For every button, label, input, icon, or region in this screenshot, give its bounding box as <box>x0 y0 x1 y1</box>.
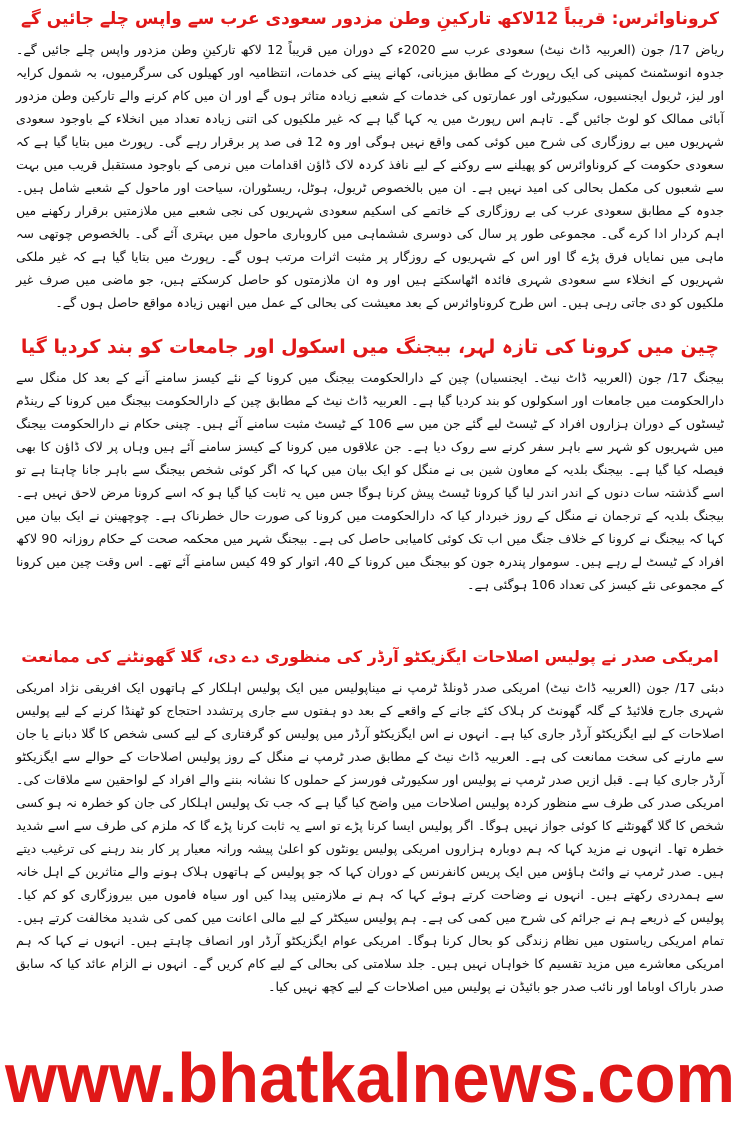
site-watermark <box>0 1040 740 1120</box>
article-saudi-migrants <box>16 2 724 314</box>
article-beijing-schools <box>16 330 724 596</box>
body-police-reform: دبئی 17/ جون (العربیہ ڈاٹ نیٹ) امریکی صدر ڈونلڈ ٹرمپ نے میناپولیس میں ایک پولیس اہلکار کے ہاتھوں ایک افریقی نژاد امریکی شہری جارج فلائیڈ کے گلہ گھونٹ کر ہلاک کئے جانے کے واقعے کے بعد دو ہفتوں سے جاری پرتشدد احتجاج کو ٹھنڈا کرنے کے لیے پولیس اصلاحات کے لیے ایگزیکٹو آرڈر جاری کیا ہے۔ انہوں نے اس ایگزیکٹو آرڈر میں پولیس کو گرفتاری کے لیے کسی شخص کا گلا دبانے یا جان سے مارنے کی سخت ممانعت کی ہے۔ العربیہ ڈاٹ نیٹ کے مطابق صدر ٹرمپ نے منگل کے روز پولیس اصلاحات کے حوالے سے ایگزیکٹو آرڈر جاری کیا ہے۔ قبل ازیں صدر ٹرمپ نے پولیس اور سکیورٹی فورسز کے حملوں کا نشانہ بننے والے افراد کے لواحقین سے ملاقات کی۔ امریکی صدر کی طرف سے منظور کردہ پولیس اصلاحات میں واضح کیا گیا ہے کہ جب تک پولیس اہلکار کی جان کو خطرہ نہ ہو کسی شخص کا گلا گھونٹنے کا کوئی جواز نہیں ہوگا۔ اگر پولیس ایسا کرنا پڑے تو اسے یہ ثابت کرنا پڑے گا کہ ملزم کی طرف سے اسے شدید خطرہ تھا۔ انہوں نے مزید کہا کہ ہم دوبارہ ہزاروں امریکی پولیس یونٹوں کو اعلیٰ پیشہ ورانہ معیار پر کار بند رہنے کی ترغیب دیتے ہیں۔ صدر ٹرمپ نے وائٹ ہاؤس میں ایک پریس کانفرنس کے دوران کہا کہ جو پولیس کے ہاتھوں ہلاک ہونے والے متاثرین کے اہل خانہ سے ہمدردی رکھتے ہیں۔ انہوں نے وضاحت کرتے ہوئے کہا کہ ہم نے ملازمتیں پیدا کیں اور سیاہ فاموں میں بیروزگاری کو کم کیا۔ پولیس کے ذریعے ہم نے جرائم کی شرح میں کمی کی ہے۔ ہم پولیس سیکٹر کے لیے مالی اعانت میں کمی کی شدید مخالفت کرتے ہیں۔ تمام امریکی ریاستوں میں نظام زندگی کو بحال کرنا ہوگا۔ امریکی عوام ایگزیکٹو آرڈر اور انصاف چاہتے ہیں۔ انہوں نے کہا کہ ہم امریکی معاشرے میں مزید تقسیم کا خواہاں نہیں ہیں۔ جلد سلامتی کی بحالی کے لیے کام کریں گے۔ انہوں نے الزام عائد کیا کہ سابق صدر باراک اوباما اور نائب صدر جو بائیڈن نے پولیس میں اصلاحات کے لیے کچھ نہیں کیا۔ <box>16 680 725 994</box>
headline-beijing-schools: چین میں کرونا کی تازہ لہر، بیجنگ میں اسکول اور جامعات کو بند کردیا گیا <box>20 336 720 358</box>
body-saudi-migrants: ریاض 17/ جون (العربیہ ڈاٹ نیٹ) سعودی عرب سے 2020ء کے دوران میں قریباً 12 لاکھ تارکینِ وطن مزدور واپس چلے جائیں گے۔ جدوہ انوسٹمنٹ کمپنی کی ایک رپورٹ کے مطابق میزبانی، کھانے پینے کی خدمات، انتظامیہ اور کھیلوں کی سرگرمیوں، بہ شمول کرایہ اور لیز، ٹریول ایجنسیوں، سکیورٹی اور عمارتوں کی خدمات کے شعبے زیادہ متاثر ہوں گے اور ان میں کام کرنے والے تارکین وطن مزدور آبائی ممالک کو لوٹ جائیں گے۔ تاہم اس رپورٹ میں یہ کہا گیا ہے کہ غیر ملکیوں کی اتنی زیادہ تعداد میں انخلاء کے باوجود سعودی شہریوں میں بے روزگاری کی شرح میں کوئی کمی واقع نہیں ہوگی اور وہ 12 فی صد پر برقرار رہے گی۔ رپورٹ میں بتایا گیا ہے کہ سعودی حکومت کے کروناوائرس کو پھیلنے سے روکنے کے لیے نافذ کردہ لاک ڈاؤن اقدامات میں نرمی کے باوجود مستقبل قریب میں بہت سے شعبوں کی مکمل بحالی کی امید نہیں ہے۔ ان میں بالخصوص ٹریول، ہوٹل، ریسٹوران، سیاحت اور ماحول کے شعبے شامل ہیں۔ جدوہ کے مطابق سعودی عرب کی بے روزگاری کے خاتمے کی اسکیم سعودی شہریوں کی نجی شعبے میں ملازمتیں برقرار رکھنے میں اہم کردار ادا کرے گی۔ مجموعی طور پر سال کی دوسری ششماہی میں کاروباری ماحول میں بہتری آئے گی۔ بالخصوص چوتھی سہ ماہی میں نمایاں فرق پڑے گا اور اس کے شہریوں کے روزگار پر مثبت اثرات مرتب ہوں گے۔ رپورٹ میں بتایا گیا ہے کہ غیر ملکی شہریوں کے انخلاء سے سعودی شہری فائدہ اٹھاسکتے ہیں اور وہ ان ملازمتوں کو حاصل کرسکتے ہیں، جو ماضی میں صرف غیر ملکیوں کو دی جاتی رہی ہیں۔ اس طرح کروناوائرس کے بعد معیشت کی بحالی کے عمل میں انھیں زیادہ مواقع حاصل ہوں گے۔ <box>16 42 725 310</box>
headline-police-reform: امریکی صدر نے پولیس اصلاحات ایگزیکٹو آرڈر کی منظوری دے دی، گلا گھونٹنے کی ممانعت <box>21 647 719 666</box>
article-police-reform <box>16 640 724 998</box>
site-watermark-text: www.bhatkalnews.com <box>4 1040 736 1117</box>
headline-saudi-migrants: کروناوائرس: قریباً 12لاکھ تارکینِ وطن مزدور سعودی عرب سے واپس چلے جائیں گے <box>20 9 720 29</box>
site-watermark-logo <box>0 1040 740 1120</box>
body-beijing-schools: بیجنگ 17/ جون (العربیہ ڈاٹ نیٹ۔ ایجنسیاں) چین کے دارالحکومت بیجنگ میں کرونا کے نئے کیسز سامنے آنے کے بعد کل منگل سے دارالحکومت میں جامعات اور اسکولوں کو بند کردیا گیا ہے۔ العربیہ ڈاٹ نیٹ کے مطابق چین کے دارالحکومت بیجنگ میں کرونا کے رینڈم ٹیسٹوں کے دوران ہزاروں افراد کے ٹیسٹ لیے گئے جن میں سے 106 کے ٹیسٹ مثبت سامنے آئے ہیں۔ چینی حکام نے دارالحکومت بیجنگ میں شہریوں کو شہر سے باہر سفر کرنے سے روک دیا ہے۔ جن علاقوں میں کرونا کے کیسز سامنے آئے ہیں وہاں پر لاک ڈاؤن کا بھی فیصلہ کیا گیا ہے۔ بیجنگ بلدیہ کے معاون شین بی نے منگل کو ایک بیان میں کہا کہ اگر کوئی شخص بیجنگ سے باہر جانا چاہتا ہے تو اسے گذشتہ سات دنوں کے اندر اندر لیا گیا کرونا ٹیسٹ پیش کرنا ہوگا جس میں یہ ثابت کیا گیا ہو کہ اسے کرونا مرض لاحق نہیں ہے۔ بیجنگ بلدیہ کے ترجمان نے منگل کے روز خبردار کیا کہ دارالحکومت میں کرونا کی صورت حال خطرناک ہے۔ چوچھینن نے ایک بیان میں کہا کہ بیجنگ نے کرونا کے خلاف جنگ میں اب تک کوئی کامیابی حاصل کی ہے۔ بیجنگ شہر میں محکمہ صحت کے حکام روزانہ 90 لاکھ افراد کے ٹیسٹ لے رہے ہیں۔ سوموار پندرہ جون کو بیجنگ میں کرونا کے 40، اتوار کو 49 کیس سامنے آئے تھے۔ اس وقت چین میں کرونا کے مجموعی نئے کیسز کی تعداد 106 ہوگئی ہے۔ <box>16 370 725 592</box>
